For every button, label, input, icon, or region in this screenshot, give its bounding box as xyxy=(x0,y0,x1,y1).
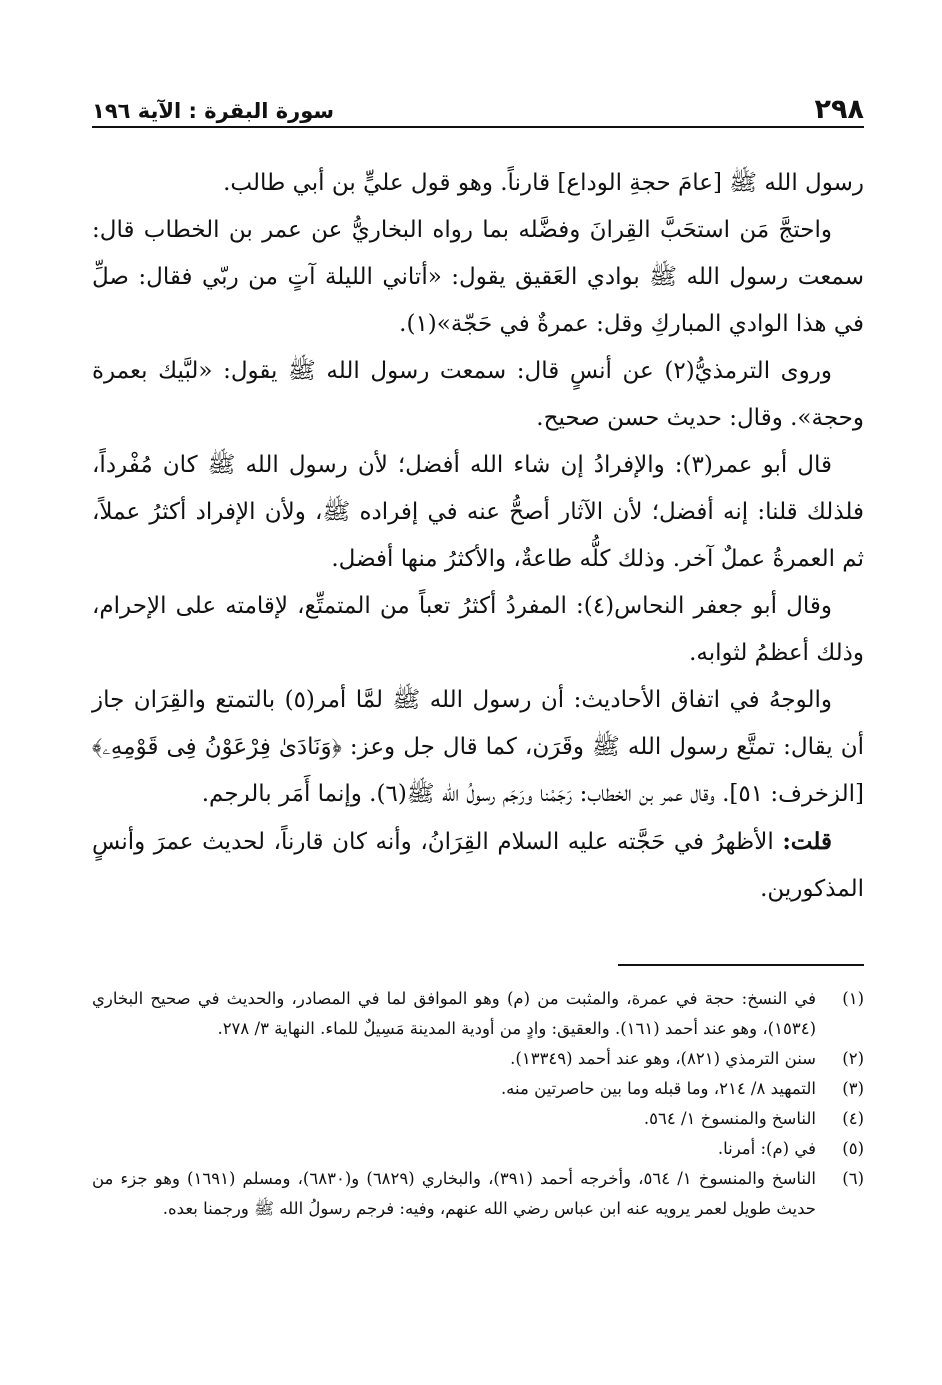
footnote-number: (١) xyxy=(842,989,864,1008)
footnote-6 xyxy=(92,1164,864,1224)
footnote-5 xyxy=(92,1134,864,1164)
paragraph-6: والوجهُ في اتفاق الأحاديث: أن رسول الله ﷺ لمَّا أمر(٥) بالتمتع والقِرَان جاز أن يقال: تمتَّع رسول الله ﷺ وقَرَن، كما قال جل وعز: ﴿وَنَادَىٰ فِرْعَوْنُ فِى قَوْمِهِۦ﴾ [الزخرف: ٥١]. وقال عمر بن الخطاب: رَجَمْنا ورَجَم رسولُ الله ﷺ(٦). وإنما أَمَر بالرجم. xyxy=(92,687,864,807)
author-note-lead: قلت: xyxy=(782,828,832,855)
paragraph-2: واحتجَّ مَن استحَبَّ القِرانَ وفضَّله بما رواه البخاريُّ عن عمر بن الخطاب قال: سمعت رسول الله ﷺ بوادي العَقيق يقول: «أتاني الليلة آتٍ من ربّي فقال: صلِّ في هذا الوادي المباركِ وقل: عمرةٌ في حَجّة»(١). xyxy=(92,217,864,337)
main-text xyxy=(92,160,864,913)
footnote-text: الناسخ والمنسوخ ١/ ٥٦٤، وأخرجه أحمد (٣٩١)، والبخاري (٦٨٢٩) و(٦٨٣٠)، ومسلم (١٦٩١) وهو جزء من حديث طويل لعمر يرويه عنه ابن عباس رضي الله عنهم، وفيه: فرجم رسولُ الله ﷺ ورجمنا بعده. xyxy=(92,1169,817,1218)
paragraph-1: رسول الله ﷺ [عامَ حجةِ الوداع] قارناً. وهو قول عليٍّ بن أبي طالب. xyxy=(223,170,864,196)
footnote-1 xyxy=(92,984,864,1044)
paragraph-5: وقال أبو جعفر النحاس(٤): المفردُ أكثرُ تعباً من المتمتِّع، لإقامته على الإحرام، وذلك أعظمُ لثوابه. xyxy=(92,593,864,666)
running-header xyxy=(92,92,864,128)
footnote-number: (٢) xyxy=(842,1049,864,1068)
footnote-3 xyxy=(92,1074,864,1104)
paragraph-4: قال أبو عمر(٣): والإفرادُ إن شاء الله أفضل؛ لأن رسول الله ﷺ كان مُفْرداً، فلذلك قلنا: إنه أفضل؛ لأن الآثار أصحُّ عنه في إفراده ﷺ، ولأن الإفراد أكثرُ عملاً، ثم العمرةُ عملٌ آخر. وذلك كلُّه طاعةٌ، والأكثرُ منها أفضل. xyxy=(92,452,864,572)
footnote-separator xyxy=(618,964,864,966)
footnote-text: التمهيد ٨/ ٢١٤، وما قبله وما بين حاصرتين منه. xyxy=(500,1079,816,1098)
footnote-number: (٦) xyxy=(842,1169,864,1188)
paragraph-3: وروى الترمذيُّ(٢) عن أنسٍ قال: سمعت رسول الله ﷺ يقول: «لبَّيك بعمرة وحجة». وقال: حديث حسن صحيح. xyxy=(92,358,864,431)
footnote-text: الناسخ والمنسوخ ١/ ٥٦٤. xyxy=(643,1109,816,1128)
paragraph-7-text: الأظهرُ في حَجَّته عليه السلام القِرَانُ، وأنه كان قارناً، لحديث عمرَ وأنسٍ المذكورين. xyxy=(92,829,864,902)
footnote-4 xyxy=(92,1104,864,1134)
footnote-text: سنن الترمذي (٨٢١)، وهو عند أحمد (١٣٣٤٩). xyxy=(510,1049,816,1068)
surah-title: سورة البقرة : الآية ١٩٦ xyxy=(92,99,335,123)
footnote-2 xyxy=(92,1044,864,1074)
footnotes xyxy=(92,984,864,1224)
footnote-text: في النسخ: حجة في عمرة، والمثبت من (م) وهو الموافق لما في المصادر، والحديث في صحيح البخاري (١٥٣٤)، وهو عند أحمد (١٦١). والعقيق: وادٍ من أودية المدينة مَسِيلٌ للماء. النهاية ٣/ ٢٧٨. xyxy=(92,989,816,1038)
footnote-number: (٥) xyxy=(842,1139,864,1158)
footnote-number: (٣) xyxy=(842,1079,864,1098)
paragraph-7 xyxy=(92,818,864,913)
footnote-number: (٤) xyxy=(842,1109,864,1128)
footnote-text: في (م): أمرنا. xyxy=(717,1139,816,1158)
page-number: ٢٩٨ xyxy=(814,94,864,125)
